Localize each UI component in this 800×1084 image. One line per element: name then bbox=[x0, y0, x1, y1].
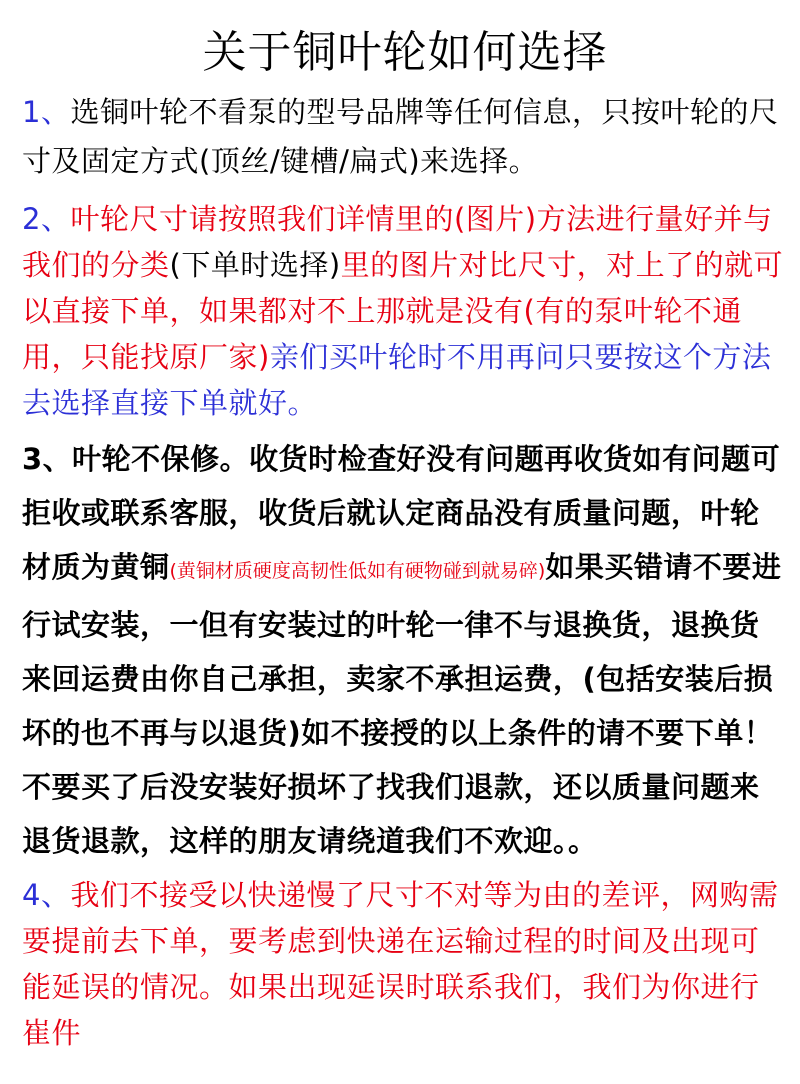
section-3-lead: 3、叶轮不保修。收货时检查好没有问题再收货如有问题可拒收或联系客服，收货后就认定商品没有质量问题，叶轮材质为黄铜 bbox=[22, 442, 781, 584]
section-4-number: 4、 bbox=[22, 878, 71, 912]
section-3-material-note: (黄铜材质硬度高韧性低如有硬物碰到就易碎) bbox=[169, 560, 546, 582]
section-2-black-text: (下单时选择) bbox=[169, 248, 341, 282]
section-4-text: 我们不接受以快递慢了尺寸不对等为由的差评，网购需要提前去下单，要考虑到快递在运输过程的时间及出现可能延误的情况。如果出现延误时联系我们，我们为你进行崔件 bbox=[22, 878, 779, 1050]
section-2 bbox=[22, 196, 788, 426]
page-title: 关于铜叶轮如何选择 bbox=[202, 27, 608, 78]
section-2-number: 2、 bbox=[22, 202, 71, 236]
section-2-blue-text: 亲们买叶轮时不用再问只要按这个方法去选择直接下单就好。 bbox=[22, 340, 772, 420]
section-1-number: 1、 bbox=[22, 95, 71, 129]
section-3-rest: 如果买错请不要进行试安装，一但有安装过的叶轮一律不与退换货，退换货来回运费由你自己承担，卖家不承担运费，(包括安装后损坏的也不再与以退货)如不接授的以上条件的请不要下单！不要买了后没安装好损坏了找我们退款，还以质量问题来退货退款，这样的朋友请绕道我们不欢迎。。 bbox=[22, 550, 782, 858]
section-2-red-text-a: 叶轮尺寸请按照我们详情里的(图片)方法进行量好并与我们的分类 bbox=[22, 202, 773, 282]
section-3 bbox=[22, 432, 788, 868]
section-2-red-text-b: 里的图片对比尺寸，对上了的就可以直接下单，如果都对不上那就是没有(有的泵叶轮不通用，只能找原厂家) bbox=[22, 248, 784, 374]
section-1 bbox=[22, 88, 788, 186]
section-4 bbox=[22, 872, 788, 1056]
section-1-text: 选铜叶轮不看泵的型号品牌等任何信息，只按叶轮的尺寸及固定方式(顶丝/键槽/扁式)来选择。 bbox=[22, 95, 779, 178]
